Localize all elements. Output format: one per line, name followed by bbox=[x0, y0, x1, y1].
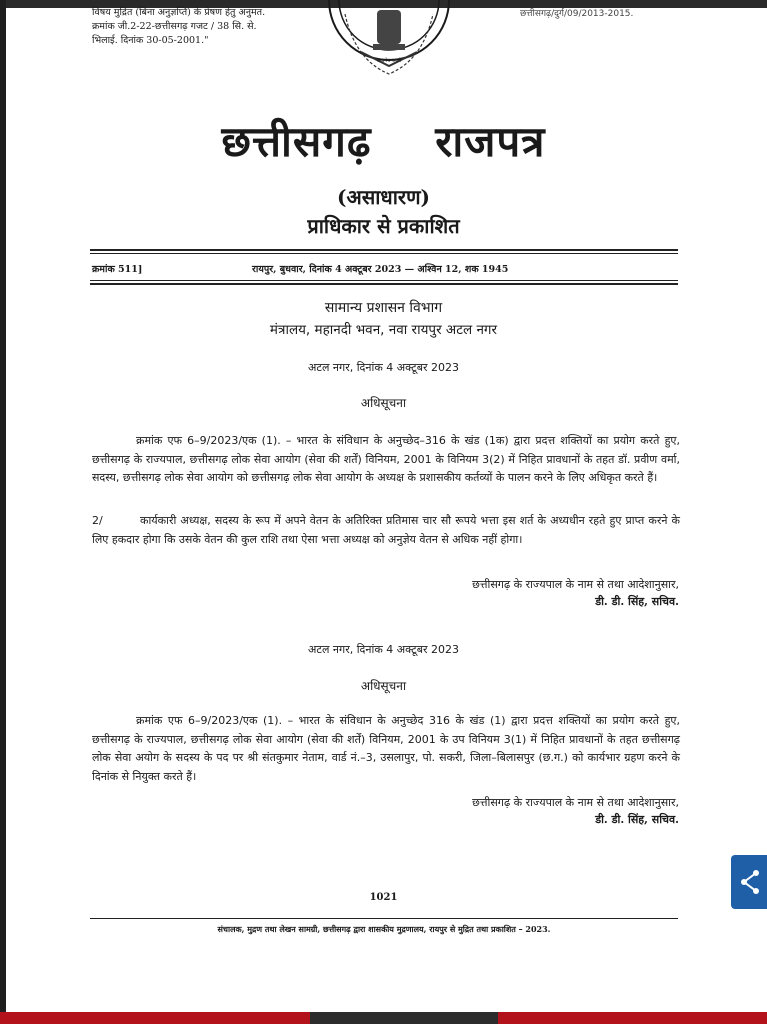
gazette-title-state: छत्तीसगढ़ bbox=[221, 117, 372, 166]
notification2-signatory: डी. डी. सिंह, सचिव. bbox=[595, 813, 679, 826]
notification2-signature-line: छत्तीसगढ़ के राज्यपाल के नाम से तथा आदेशानुसार, bbox=[472, 796, 679, 809]
share-button[interactable] bbox=[731, 855, 767, 909]
notification1-heading: अधिसूचना bbox=[360, 396, 407, 410]
registration-note: छत्तीसगढ़/दुर्ग/09/2013-2015. bbox=[520, 9, 634, 19]
notification1-date: अटल नगर, दिनांक 4 अक्टूबर 2023 bbox=[308, 361, 459, 374]
emblem-motto: सत्यमेव जयते bbox=[376, 58, 402, 64]
header-rule-bottom-thin bbox=[90, 280, 678, 281]
footer-rule bbox=[90, 918, 678, 919]
printer-imprint: संचालक, मुद्रण तथा लेखन सामग्री, छत्तीसगढ़ द्वारा शासकीय मुद्रणालय, रायपुर से मुद्रित तथा प्रकाशित – 2023. bbox=[217, 924, 551, 934]
issue-number: क्रमांक 511] bbox=[92, 264, 143, 275]
page-number: 1021 bbox=[369, 892, 398, 903]
paragraph-number: 2/ bbox=[92, 514, 103, 527]
department-address: मंत्रालय, महानदी भवन, नवा रायपुर अटल नगर bbox=[269, 322, 498, 338]
gazette-title bbox=[0, 112, 767, 169]
notification2-heading: अधिसूचना bbox=[360, 679, 407, 693]
notification1-paragraph-1: क्रमांक एफ 6–9/2023/एक (1). – भारत के संविधान के अनुच्छेद–316 के खंड (1क) द्वारा प्रदत्त शक्तियों का प्रयोग करते हुए, छत्तीसगढ़ के राज्यपाल, छत्तीसगढ़ लोक सेवा आयोग (सेवा की शर्तें) विनियम, 2001 के विनियम 3(2) में निहित प्रावधानों के तहत डॉ. प्रवीण वर्मा, सदस्य, छत्तीसगढ़ लोक सेवा आयोग को छत्तीसगढ़ लोक सेवा आयोग के अध्यक्ष के प्रशासकीय कर्तव्यों के पालन करने के लिए अधिकृत करते हैं। bbox=[92, 434, 680, 484]
header-rule-top bbox=[90, 249, 678, 251]
share-icon bbox=[740, 869, 760, 895]
gazette-title-word: राजपत्र bbox=[435, 117, 546, 166]
bottom-accent-left bbox=[0, 1012, 310, 1024]
header-rule-top-thin bbox=[90, 253, 678, 254]
bottom-accent-right bbox=[498, 1012, 767, 1024]
postal-permit-note: विषय मुद्रित (बिना अनुज्ञप्ति) के प्रेषण हेतु अनुमत. क्रमांक जी.2-22-छत्तीसगढ़ गजट / 38 सि. से. भिलाई. दिनांक 30-05-2001." bbox=[92, 7, 266, 46]
notification2-paragraph-1: क्रमांक एफ 6–9/2023/एक (1). – भारत के संविधान के अनुच्छेद 316 के खंड (1) द्वारा प्रदत्त शक्तियों का प्रयोग करते हुए, छत्तीसगढ़ के राज्यपाल, छत्तीसगढ़ लोक सेवा आयोग (सेवा की शर्तें) विनियम, 2001 के उप विनियम 3(1) में निहित प्रावधानों के तहत छत्तीसगढ़ लोक सेवा अयोग के सदस्य के पद पर श्री संतकुमार नेताम, वार्ड नं.–3, उसलापुर, पो. सकरी, जिला–बिलासपुर (छ.ग.) को कार्यभार ग्रहण करने के दिनांक से नियुक्त करते हैं। bbox=[92, 714, 680, 783]
department-name: सामान्य प्रशासन विभाग bbox=[324, 300, 443, 316]
issue-date: रायपुर, बुधवार, दिनांक 4 अक्टूबर 2023 — अश्विन 12, शक 1945 bbox=[252, 264, 509, 275]
notification1-signatory: डी. डी. सिंह, सचिव. bbox=[595, 595, 679, 608]
notification1-paragraph-2 bbox=[92, 512, 680, 549]
extraordinary-label: (असाधारण) bbox=[336, 185, 431, 209]
authority-label: प्राधिकार से प्रकाशित bbox=[307, 214, 460, 238]
notification1-signature-line: छत्तीसगढ़ के राज्यपाल के नाम से तथा आदेशानुसार, bbox=[472, 578, 679, 591]
screen-bottom-bar bbox=[0, 1012, 767, 1024]
state-emblem bbox=[325, 0, 453, 92]
notification1-paragraph-2-text: कार्यकारी अध्यक्ष, सदस्य के रूप में अपने वेतन के अतिरिक्त प्रतिमास चार सौ रूपये भत्ता इस शर्त के अध्यधीन रहते हुए प्राप्त करने के लिए हकदार होगा कि उसके वेतन की कुल राशि तथा ऐसा भत्ता अध्यक्ष को अनुज्ञेय वेतन से अधिक नहीं होगा। bbox=[92, 514, 680, 546]
header-rule-bottom bbox=[90, 283, 678, 285]
notification2-date: अटल नगर, दिनांक 4 अक्टूबर 2023 bbox=[308, 643, 459, 656]
